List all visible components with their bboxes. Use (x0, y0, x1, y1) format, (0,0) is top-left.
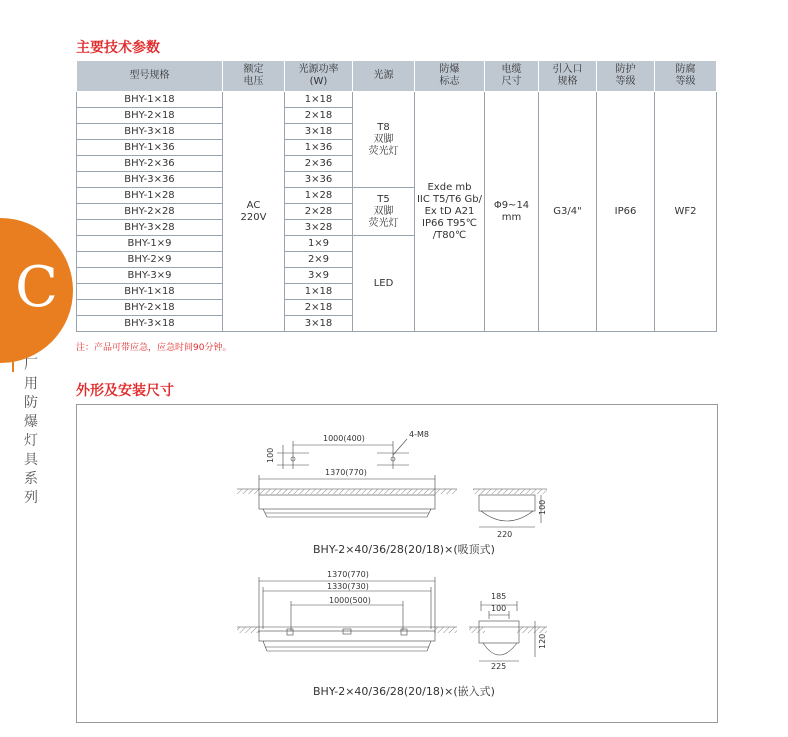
caption-recessed-mount: BHY-2×40/36/28(20/18)×(嵌入式) (313, 685, 495, 698)
dim-rec-side-top1: 185 (491, 592, 507, 601)
dimension-drawing-frame (76, 404, 718, 723)
cell-power: 1×36 (285, 140, 353, 156)
dimension-drawings (77, 405, 717, 722)
cell-power: 2×28 (285, 204, 353, 220)
surface-top-view (277, 439, 409, 469)
cell-model: BHY-1×28 (77, 188, 223, 204)
cell-power: 3×36 (285, 172, 353, 188)
cell-power: 3×18 (285, 316, 353, 332)
dim-rec-span1: 1330(730) (327, 582, 369, 591)
cell-model: BHY-3×18 (77, 316, 223, 332)
params-title: 主要技术参数 (76, 40, 160, 56)
emergency-note: 注：产品可带应急，应急时间90分钟。 (76, 343, 232, 353)
header-entry: 引入口 规格 (539, 61, 597, 92)
cell-power: 3×28 (285, 220, 353, 236)
header-cable: 电缆 尺寸 (485, 61, 539, 92)
dim-rec-side-top2: 100 (491, 604, 507, 613)
cell-model: BHY-2×9 (77, 252, 223, 268)
cell-power: 2×18 (285, 300, 353, 316)
dim-rec-side-width: 225 (491, 662, 507, 671)
header-power: 光源功率 (W) (285, 61, 353, 92)
cell-power: 3×18 (285, 124, 353, 140)
table-row (77, 92, 717, 108)
cell-power: 3×9 (285, 268, 353, 284)
section-letter: C (15, 255, 58, 320)
cell-model: BHY-1×9 (77, 236, 223, 252)
cell-model: BHY-3×18 (77, 124, 223, 140)
cell-power: 1×18 (285, 284, 353, 300)
recessed-side-view (469, 601, 547, 661)
cell-ip: IP66 (597, 92, 655, 332)
dim-rec-length: 1370(770) (327, 570, 369, 579)
cell-model: BHY-3×36 (77, 172, 223, 188)
caption-surface-mount: BHY-2×40/36/28(20/18)×(吸顶式) (313, 543, 495, 556)
dim-side-height: 100 (538, 499, 547, 515)
header-ex-mark: 防爆 标志 (415, 61, 485, 92)
cell-wf: WF2 (655, 92, 717, 332)
dims-title: 外形及安装尺寸 (76, 383, 174, 399)
cell-entry: G3/4" (539, 92, 597, 332)
dim-top-height: 100 (266, 447, 275, 463)
header-source: 光源 (353, 61, 415, 92)
cell-power: 2×18 (285, 108, 353, 124)
cell-model: BHY-1×36 (77, 140, 223, 156)
cell-power: 2×9 (285, 252, 353, 268)
dim-top-length: 1370(770) (325, 468, 367, 477)
section-label: 厂用防爆灯具系列 (24, 357, 38, 506)
header-model: 型号规格 (77, 61, 223, 92)
cell-cable: Φ9~14 mm (485, 92, 539, 332)
cell-model: BHY-3×28 (77, 220, 223, 236)
header-wf: 防腐 等级 (655, 61, 717, 92)
cell-model: BHY-1×18 (77, 284, 223, 300)
cell-model: BHY-2×18 (77, 108, 223, 124)
cell-model: BHY-1×18 (77, 92, 223, 108)
cell-voltage: AC 220V (223, 92, 285, 332)
cell-source-t5: T5 双脚 荧光灯 (353, 188, 415, 236)
table-header-row (77, 61, 717, 92)
spec-table (76, 60, 717, 332)
dim-bolt-spec: 4-M8 (409, 430, 429, 439)
cell-model: BHY-2×18 (77, 300, 223, 316)
dim-top-mount-span: 1000(400) (323, 434, 365, 443)
cell-power: 2×36 (285, 156, 353, 172)
cell-source-led: LED (353, 236, 415, 332)
header-ip: 防护 等级 (597, 61, 655, 92)
cell-model: BHY-2×28 (77, 204, 223, 220)
header-voltage: 额定 电压 (223, 61, 285, 92)
dim-rec-side-height: 120 (538, 633, 547, 649)
cell-power: 1×18 (285, 92, 353, 108)
surface-side-view (473, 489, 547, 527)
cell-model: BHY-2×36 (77, 156, 223, 172)
section-divider (12, 348, 14, 372)
cell-model: BHY-3×9 (77, 268, 223, 284)
cell-power: 1×9 (285, 236, 353, 252)
dim-rec-span2: 1000(500) (329, 596, 371, 605)
cell-power: 1×28 (285, 188, 353, 204)
surface-front-view (237, 475, 457, 517)
cell-source-t8: T8 双脚 荧光灯 (353, 92, 415, 188)
dim-side-width: 220 (497, 530, 513, 539)
cell-ex-mark: Exde mb IIC T5/T6 Gb/ Ex tD A21 IP66 T95℃ /T80℃ (415, 92, 485, 332)
